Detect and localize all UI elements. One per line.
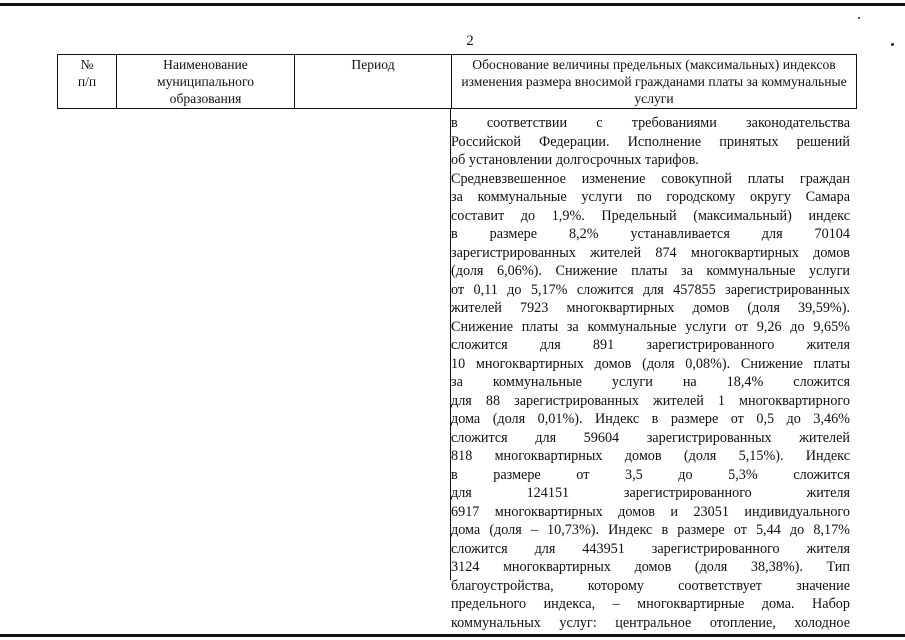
text-line: благоустройства, которому соответствует значение	[451, 577, 850, 594]
table-header-row	[58, 55, 857, 109]
top-border-rule	[0, 3, 905, 6]
text-line: зарегистрированных жителей 874 многоквартирных домов	[451, 244, 850, 261]
text-line: 6917 многоквартирных домов и 23051 индивидуального	[451, 503, 850, 520]
column-header-period	[295, 55, 452, 109]
text-line: 3124 многоквартирных домов (доля 38,38%). Тип	[451, 559, 850, 575]
scan-speck	[858, 17, 860, 19]
text-line: для 124151 зарегистрированного жителя	[451, 485, 850, 501]
text-line: жителей 7923 многоквартирных домов (доля 39,59%).	[451, 300, 850, 316]
text-line: для 88 зарегистрированных жителей 1 многоквартирного	[451, 392, 850, 409]
justification-text	[451, 114, 850, 632]
scan-speck	[891, 43, 894, 46]
text-line: предельного индекса, – многоквартирные дома. Набор	[451, 596, 850, 612]
column-header-period-label: Период	[351, 57, 395, 72]
text-line: 10 многоквартирных домов (доля 0,08%). Снижение платы	[451, 355, 850, 372]
column-header-justification-label: Обоснование величины предельных (максимальных) индексов изменения размера вносимой гражданами платы за коммунальные услуги	[461, 57, 847, 106]
text-line: за коммунальные услуги по городскому округу Самара	[451, 189, 850, 205]
text-line: за коммунальные услуги на 18,4% сложится	[451, 374, 850, 390]
table-header	[57, 54, 857, 109]
text-line: в соответствии с требованиями законодательства	[451, 115, 850, 131]
bottom-border-rule	[0, 634, 905, 637]
text-line: сложится для 891 зарегистрированного жителя	[451, 337, 850, 353]
text-line: дома (доля – 10,73%). Индекс в размере от 5,44 до 8,17%	[451, 522, 850, 538]
text-line: в размере 8,2% устанавливается для 70104	[451, 226, 850, 242]
column-header-municipality-label: Наименование муниципального образования	[156, 57, 254, 106]
column-header-number	[58, 55, 117, 109]
text-line: Средневзвешенное изменение совокупной платы граждан	[451, 170, 850, 187]
text-line: в размере от 3,5 до 5,3% сложится	[451, 466, 850, 483]
column-header-municipality	[117, 55, 295, 109]
text-line: коммунальных услуг: центральное отопление, холодное	[451, 614, 850, 631]
text-line: об установлении долгосрочных тарифов.	[451, 152, 699, 168]
text-line: составит до 1,9%. Предельный (максимальный) индекс	[451, 207, 850, 224]
text-line: дома (доля 0,01%). Индекс в размере от 0,5 до 3,46%	[451, 411, 850, 427]
column-header-number-label: № п/п	[77, 57, 97, 89]
column-header-justification	[452, 55, 857, 109]
text-line: 818 многоквартирных домов (доля 5,15%). Индекс	[451, 448, 850, 464]
text-line: (доля 6,06%). Снижение платы за коммунальные услуги	[451, 263, 850, 279]
text-line: от 0,11 до 5,17% сложится для 457855 зарегистрированных	[451, 281, 850, 298]
text-line: сложится для 59604 зарегистрированных жителей	[451, 429, 850, 446]
text-line: Российской Федерации. Исполнение принятых решений	[451, 133, 850, 150]
page-number: 2	[466, 33, 474, 49]
text-line: сложится для 443951 зарегистрированного жителя	[451, 540, 850, 557]
text-line: Снижение платы за коммунальные услуги от 9,26 до 9,65%	[451, 318, 850, 335]
